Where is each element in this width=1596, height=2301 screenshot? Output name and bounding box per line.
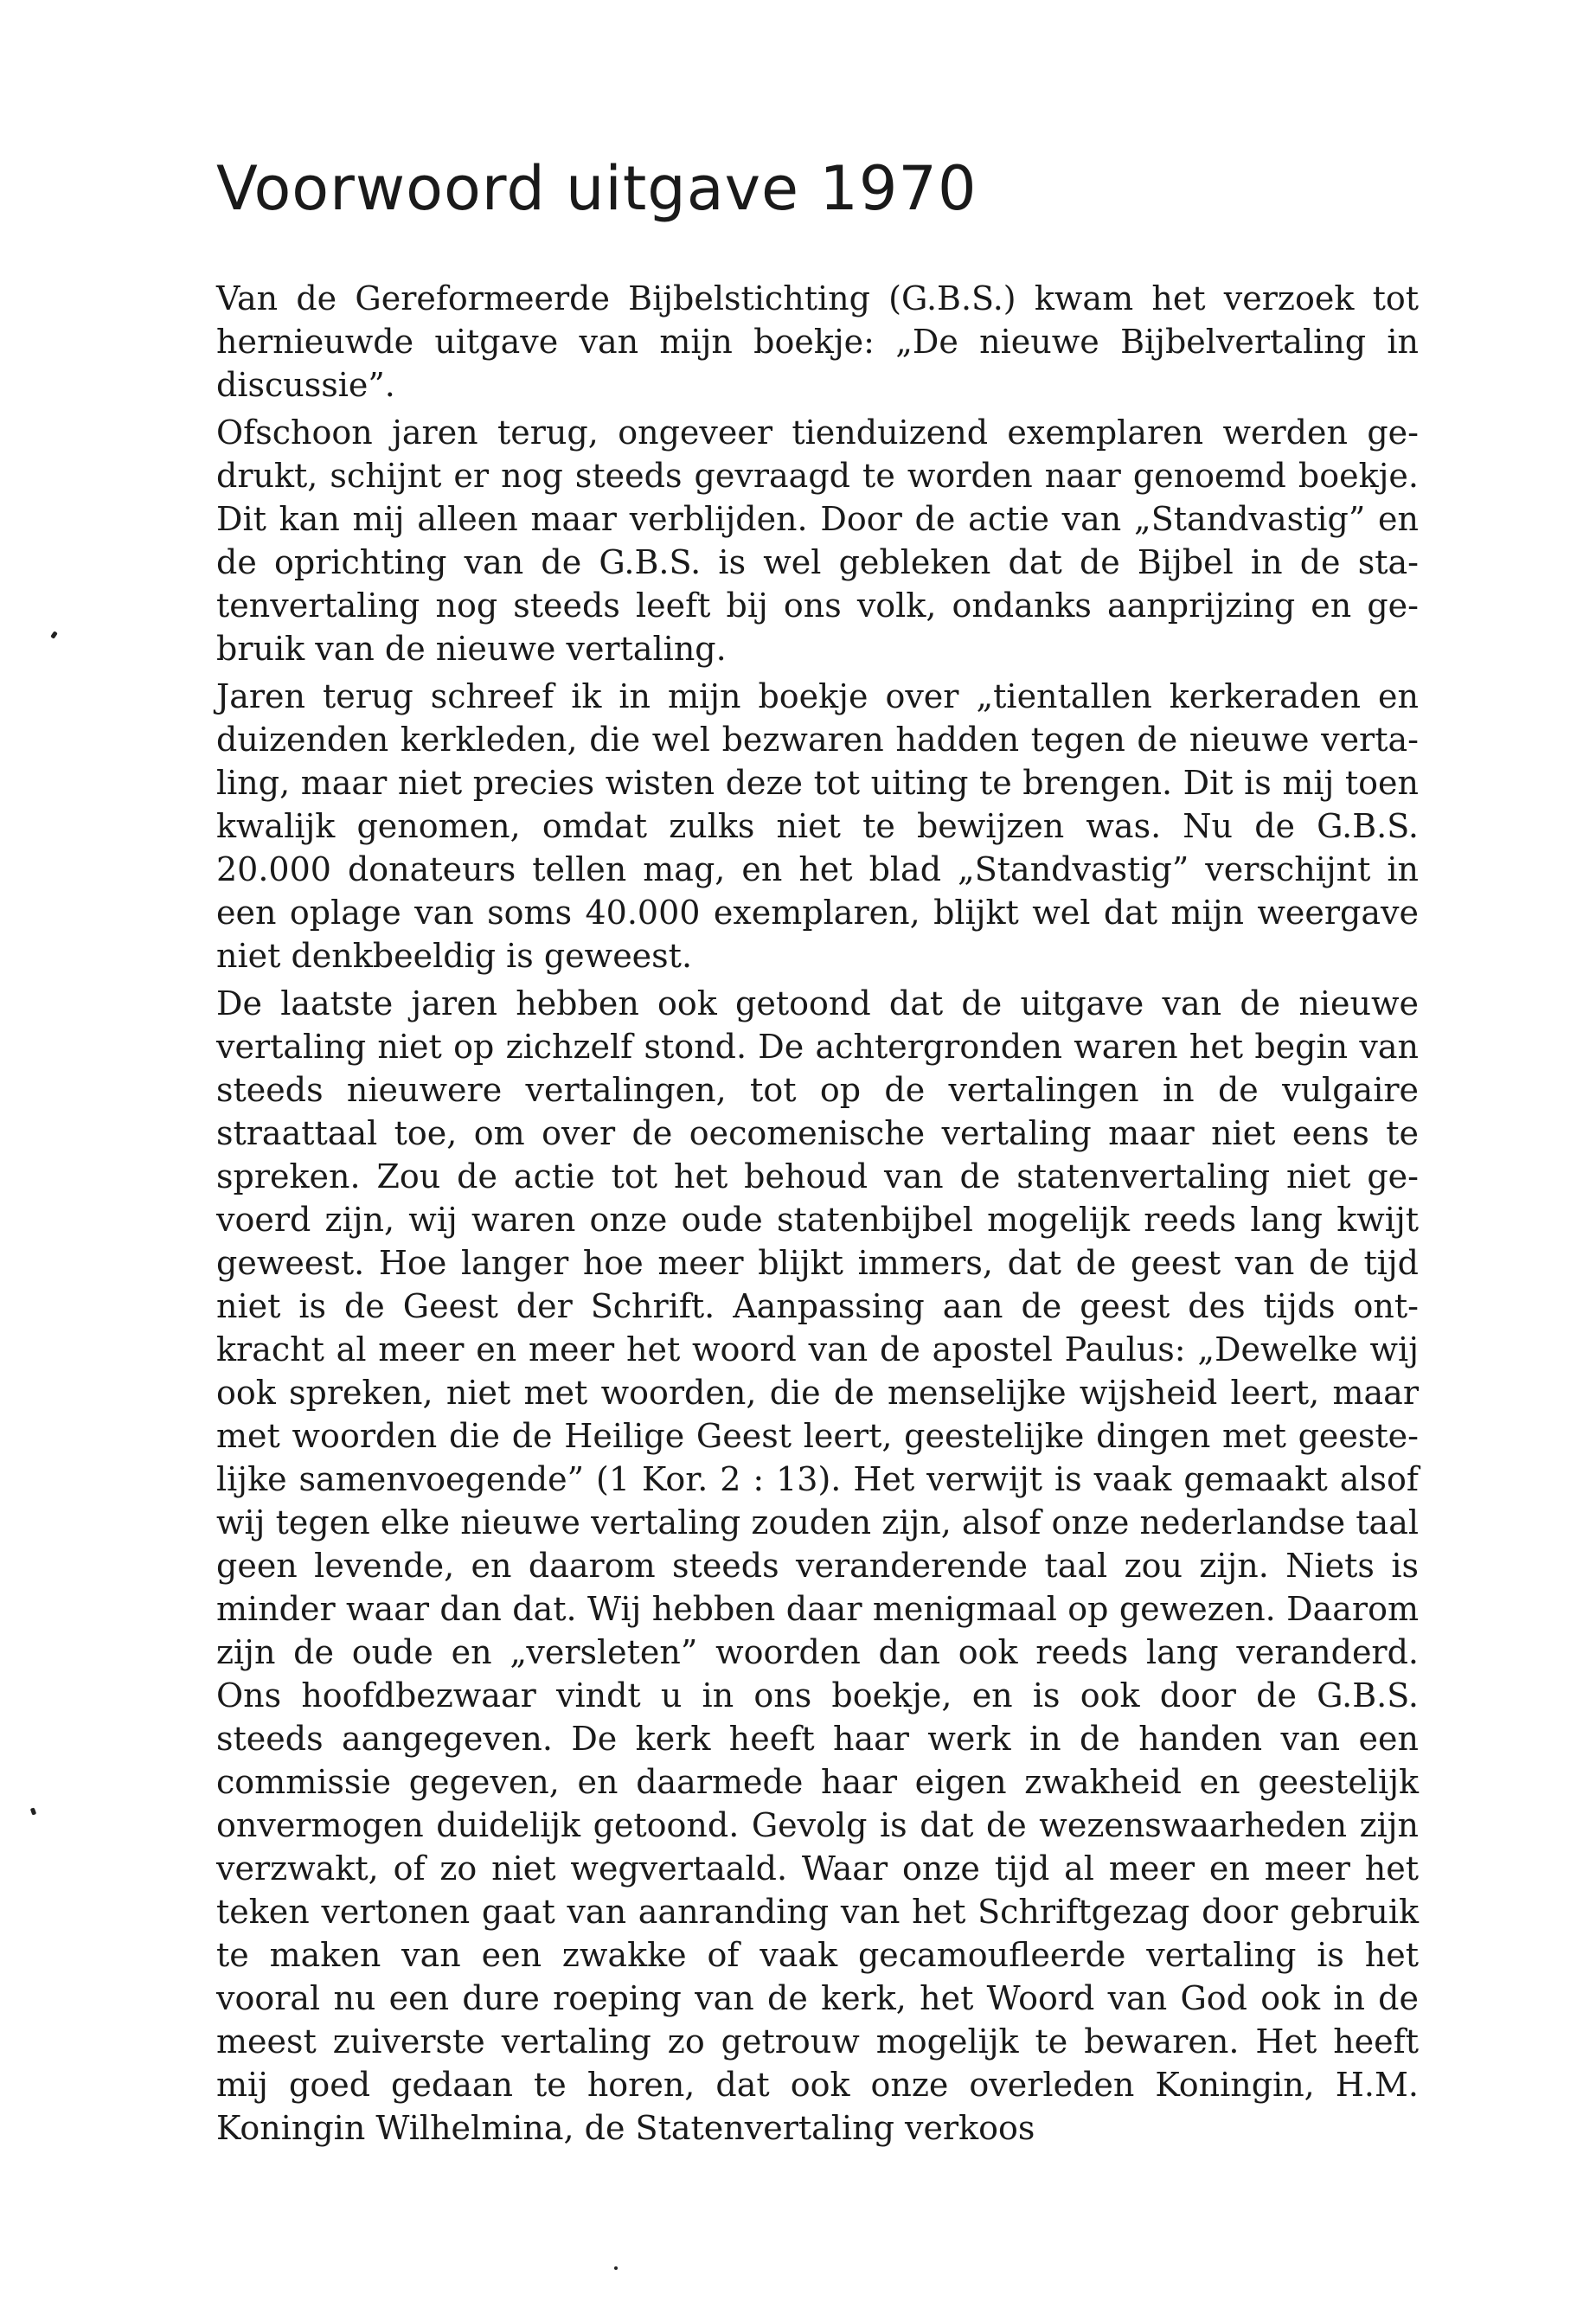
body-text	[216, 277, 1419, 2154]
scan-speck	[614, 2266, 618, 2270]
page-title: Voorwoord uitgave 1970	[216, 153, 977, 224]
paragraph-1: Van de Gereformeerde Bijbelstichting (G.B.S.) kwam het verzoek tot hernieuwde uitgave van mijn boekje: „De nieuwe Bijbelvertaling in discussie”.	[216, 279, 1419, 404]
scan-speck	[30, 1807, 36, 1815]
paragraph-3: Jaren terug schreef ik in mijn boekje over „tientallen kerkeraden en duizenden kerkleden, die wel bezwaren hadden tegen de nieuwe vertaling, maar niet precies wisten deze tot uiting te brengen. Dit is mij toen kwalijk genomen, omdat zulks niet te bewijzen was. Nu de G.B.S. 20.000 donateurs tellen mag, en het blad „Standvastig” verschijnt in een oplage van soms 40.000 exemplaren, blijkt wel dat mijn weergave niet denkbeeldig is geweest.	[216, 677, 1419, 975]
paragraph-4: De laatste jaren hebben ook getoond dat de uitgave van de nieuwe vertaling niet op zichzelf stond. De achtergronden waren het begin van steeds nieuwere vertalingen, tot op de vertalingen in de vulgaire straattaal toe, om over de oecomenische vertaling maar niet eens te spreken. Zou de actie tot het behoud van de statenvertaling niet gevoerd zijn, wij waren onze oude statenbijbel mogelijk reeds lang kwijt geweest. Hoe langer hoe meer blijkt immers, dat de geest van de tijd niet is de Geest der Schrift. Aanpassing aan de geest des tijds ontkracht al meer en meer het woord van de apostel Paulus: „Dewelke wij ook spreken, niet met woorden, die de menselijke wijsheid leert, maar met woorden die de Heilige Geest leert, geestelijke dingen met geestelijke samenvoegende” (1 Kor. 2 : 13). Het verwijt is vaak gemaakt alsof wij tegen elke nieuwe vertaling zouden zijn, alsof onze nederlandse taal geen levende, en daarom steeds veranderende taal zou zijn. Niets is minder waar dan dat. Wij hebben daar menigmaal op gewezen. Daarom zijn de oude en „versleten” woorden dan ook reeds lang veranderd. Ons hoofdbezwaar vindt u in ons boekje, en is ook door de G.B.S. steeds aangegeven. De kerk heeft haar werk in de handen van een commissie gegeven, en daarmede haar eigen zwakheid en geestelijk onvermogen duidelijk getoond. Gevolg is dat de wezenswaarheden zijn verzwakt, of zo niet wegvertaald. Waar onze tijd al meer en meer het teken vertonen gaat van aanranding van het Schriftgezag door gebruik te maken van een zwakke of vaak gecamoufleerde vertaling is het vooral nu een dure roeping van de kerk, het Woord van God ook in de meest zuiverste vertaling zo getrouw mogelijk te bewaren. Het heeft mij goed gedaan te horen, dat ook onze overleden Koningin, H.M. Koningin Wilhelmina, de Statenvertaling verkoos	[216, 984, 1419, 2147]
paragraph-2: Ofschoon jaren terug, ongeveer tienduizend exemplaren werden gedrukt, schijnt er nog steeds gevraagd te worden naar genoemd boekje. Dit kan mij alleen maar verblijden. Door de actie van „Standvastig” en de oprichting van de G.B.S. is wel gebleken dat de Bijbel in de statenvertaling nog steeds leeft bij ons volk, ondanks aanprijzing en gebruik van de nieuwe vertaling.	[216, 413, 1419, 668]
scan-speck	[50, 631, 58, 638]
